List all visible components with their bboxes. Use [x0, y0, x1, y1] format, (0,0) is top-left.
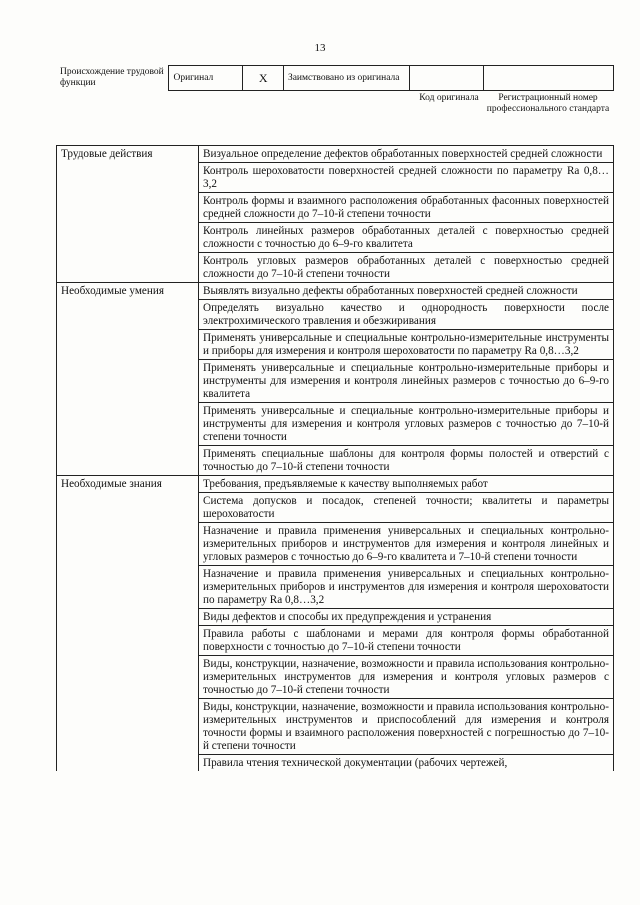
section-title: Необходимые знания — [57, 476, 199, 493]
table-row — [57, 283, 614, 300]
section-title-continuation — [57, 626, 199, 656]
section-item: Правила работы с шаблонами и мерами для контроля формы обработанной поверхности с точностью до 7–10-й степени точности — [199, 626, 614, 656]
table-row — [57, 300, 614, 330]
section-title-continuation — [57, 163, 199, 193]
section-title-continuation — [57, 403, 199, 446]
table-row — [57, 609, 614, 626]
code-original-cell — [409, 66, 483, 91]
original-label: Оригинал — [169, 66, 243, 91]
section-title-continuation — [57, 193, 199, 223]
registration-caption: Регистрационный номер профессионального стандарта — [486, 93, 610, 114]
table-row — [57, 223, 614, 253]
section-title-continuation — [57, 656, 199, 699]
borrowed-label: Заимствовано из оригинала — [283, 66, 409, 91]
table-row — [57, 523, 614, 566]
section-item: Выявлять визуально дефекты обработанных поверхностей средней сложности — [199, 283, 614, 300]
table-row — [57, 146, 614, 163]
section-title-continuation — [57, 493, 199, 523]
section-title: Трудовые действия — [57, 146, 199, 163]
table-row — [57, 493, 614, 523]
section-item: Виды, конструкции, назначение, возможности и правила использования контрольно-измерительных инструментов для измерения и контроля угловых размеров с точностью до 7–10-й степени точности — [199, 656, 614, 699]
table-row — [57, 626, 614, 656]
section-item: Применять универсальные и специальные контрольно-измерительные приборы и инструменты для измерения и контроля линейных размеров с точностью до 6–9-го квалитета — [199, 360, 614, 403]
section-title-continuation — [57, 699, 199, 755]
code-caption: Код оригинала — [419, 93, 479, 103]
table-row — [57, 360, 614, 403]
page-number: 13 — [314, 42, 326, 54]
section-item: Назначение и правила применения универсальных и специальных контрольно-измерительных приборов и инструментов для измерения и контроля линейных и угловых размеров с точностью до 6–9-го квалитета и 7–10-й степени точности — [199, 523, 614, 566]
section-title-continuation — [57, 609, 199, 626]
original-mark: X — [243, 66, 284, 91]
table-row — [57, 446, 614, 476]
registration-number-cell — [483, 66, 613, 91]
table-row — [57, 656, 614, 699]
section-title-continuation — [57, 300, 199, 330]
section-item: Применять специальные шаблоны для контроля формы полостей и отверстий с точностью до 7–10-й степени точности — [199, 446, 614, 476]
table-row — [57, 403, 614, 446]
table-row — [57, 163, 614, 193]
section-item: Виды, конструкции, назначение, возможности и правила использования контрольно-измерительных инструментов и приспособлений для измерения и контроля точности формы и взаимного расположения поверхностей с погрешностью до 7–10-й степени точности — [199, 699, 614, 755]
section-item: Применять универсальные и специальные контрольно-измерительные приборы и инструменты для измерения и контроля угловых размеров с точностью до 7–10-й степени точности — [199, 403, 614, 446]
section-item: Применять универсальные и специальные контрольно-измерительные инструменты и приборы для измерения и контроля шероховатости по параметру Ra 0,8…3,2 — [199, 330, 614, 360]
table-row — [57, 566, 614, 609]
section-title-continuation — [57, 523, 199, 566]
section-title-continuation — [57, 360, 199, 403]
table-row — [57, 193, 614, 223]
section-item: Правила чтения технической документации (рабочих чертежей, — [199, 755, 614, 772]
section-title-continuation — [57, 446, 199, 476]
section-item: Контроль линейных размеров обработанных деталей с поверхностью средней сложности с точностью до 6–9-го квалитета — [199, 223, 614, 253]
origin-table — [56, 65, 614, 91]
section-item: Назначение и правила применения универсальных и специальных контрольно-измерительных приборов и инструментов для измерения и контроля шероховатости по параметру Ra 0,8…3,2 — [199, 566, 614, 609]
section-item: Система допусков и посадок, степеней точности; квалитеты и параметры шероховатости — [199, 493, 614, 523]
section-item: Визуальное определение дефектов обработанных поверхностей средней сложности — [199, 146, 614, 163]
table-row — [57, 699, 614, 755]
function-table — [56, 145, 614, 771]
table-row — [57, 476, 614, 493]
table-row — [57, 755, 614, 772]
origin-label: Происхождение трудовой функции — [60, 67, 164, 88]
section-title-continuation — [57, 223, 199, 253]
section-item: Контроль формы и взаимного расположения обработанных фасонных поверхностей средней сложности до 7–10-й степени точности — [199, 193, 614, 223]
section-item: Требования, предъявляемые к качеству выполняемых работ — [199, 476, 614, 493]
section-item: Определять визуально качество и однородность поверхности после электрохимического травления и обезжиривания — [199, 300, 614, 330]
section-item: Виды дефектов и способы их предупреждения и устранения — [199, 609, 614, 626]
table-row — [57, 253, 614, 283]
section-title-continuation — [57, 253, 199, 283]
section-item: Контроль угловых размеров обработанных деталей с поверхностью средней сложности до 7–10-й степени точности — [199, 253, 614, 283]
table-row — [57, 330, 614, 360]
section-title-continuation — [57, 566, 199, 609]
section-title-continuation — [57, 755, 199, 772]
section-title-continuation — [57, 330, 199, 360]
section-item: Контроль шероховатости поверхностей средней сложности по параметру Ra 0,8…3,2 — [199, 163, 614, 193]
section-title: Необходимые умения — [57, 283, 199, 300]
